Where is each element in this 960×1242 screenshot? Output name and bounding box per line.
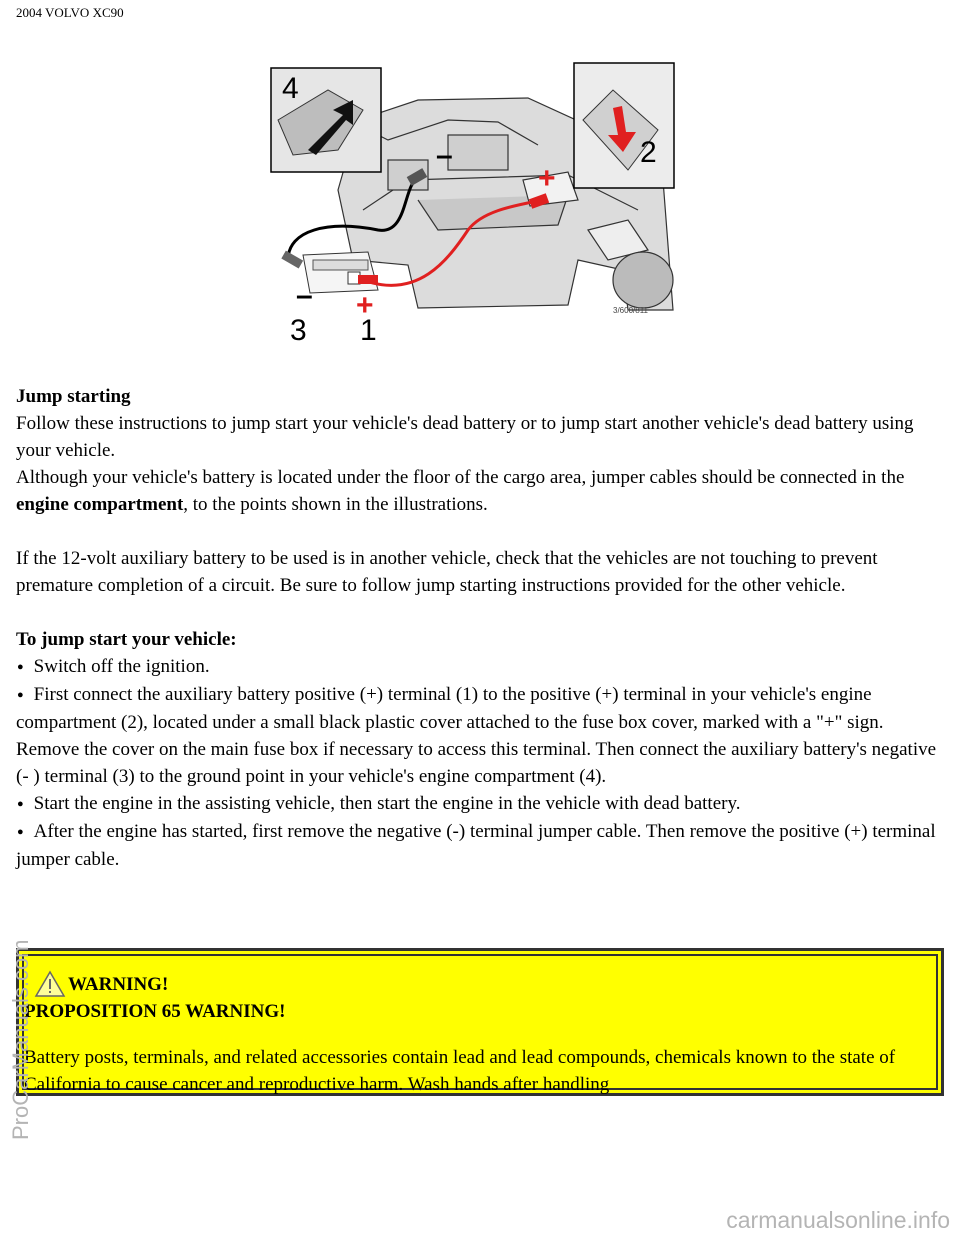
label-two: 2 xyxy=(640,136,657,169)
negative-clamp-battery xyxy=(281,251,303,269)
bullet-icon: ● xyxy=(17,661,24,673)
document-body xyxy=(16,383,944,873)
warning-title-row xyxy=(34,970,936,998)
warning-title: WARNING! xyxy=(68,974,169,995)
step-text: After the engine has started, first remove the negative (-) terminal jumper cable. Then remove the positive (+) terminal jumper cable. xyxy=(16,821,936,870)
step-item xyxy=(16,653,944,681)
steps-heading: To jump start your vehicle: xyxy=(16,629,237,650)
engine-compartment-bold: engine compartment xyxy=(16,494,184,515)
plus-sign-car: + xyxy=(538,162,556,195)
auxiliary-battery xyxy=(303,252,378,293)
warning-inner xyxy=(22,954,938,1095)
step-item xyxy=(16,681,944,736)
label-four: 4 xyxy=(282,72,299,105)
positive-clamp-battery xyxy=(358,275,378,284)
intro-paragraph: Follow these instructions to jump start your vehicle's dead battery or to jump start another vehicle's dead battery using your vehicle. xyxy=(16,413,914,461)
label-three: 3 xyxy=(290,314,307,347)
bullet-icon: ● xyxy=(17,689,24,701)
warning-text: Battery posts, terminals, and related accessories contain lead and lead compounds, chemicals known to the state of California to cause cancer and reproductive harm. Wash hands after handling xyxy=(24,1047,896,1095)
location-text-start: Although your vehicle's battery is located under the floor of the cargo area, jumper cables should be connected in the xyxy=(16,467,905,488)
step-text: First connect the auxiliary battery positive (+) terminal (1) to the positive (+) terminal in your vehicle's engine compartment (2), located under a small black plastic cover attached to the fuse box cover, marked with a "+" sign. xyxy=(16,684,884,733)
bullet-icon: ● xyxy=(17,798,24,810)
minus-sign: – xyxy=(436,139,453,172)
inset-ground-point xyxy=(271,68,381,172)
illustration-svg xyxy=(268,60,676,348)
step-item xyxy=(16,790,944,818)
auxiliary-paragraph: If the 12-volt auxiliary battery to be used is in another vehicle, check that the vehicles are not touching to prevent premature completion of a circuit. Be sure to follow jump starting instructions provided for the other vehicle. xyxy=(16,548,878,596)
label-one: 1 xyxy=(360,314,377,347)
location-text-end: , to the points shown in the illustrations. xyxy=(183,494,488,515)
step-text: Start the engine in the assisting vehicle, then start the engine in the vehicle with dead battery. xyxy=(33,793,741,814)
page-header: 2004 VOLVO XC90 xyxy=(16,5,124,20)
step-text: Switch off the ignition. xyxy=(33,656,210,677)
side-watermark: ProCarManuals.com xyxy=(8,939,33,1140)
warning-subtitle: PROPOSITION 65 WARNING! xyxy=(24,1001,286,1022)
inset-positive-terminal xyxy=(574,63,674,188)
minus-sign-battery: – xyxy=(296,279,313,312)
jump-start-illustration xyxy=(268,60,676,348)
step-item xyxy=(16,818,944,873)
warning-triangle-icon xyxy=(34,970,66,998)
step-continuation: Remove the cover on the main fuse box if necessary to access this terminal. Then connect the auxiliary battery's negative (- ) terminal (3) to the ground point in your vehicle's engine compartment (4). xyxy=(16,739,937,787)
bullet-icon: ● xyxy=(17,826,24,838)
plus-sign-battery: + xyxy=(356,289,374,322)
bottom-watermark: carmanualsonline.info xyxy=(726,1207,950,1233)
section-heading: Jump starting xyxy=(16,386,131,407)
figure-code: 3/600/811 xyxy=(613,306,648,315)
warning-box xyxy=(16,948,944,1096)
location-paragraph xyxy=(16,464,944,518)
